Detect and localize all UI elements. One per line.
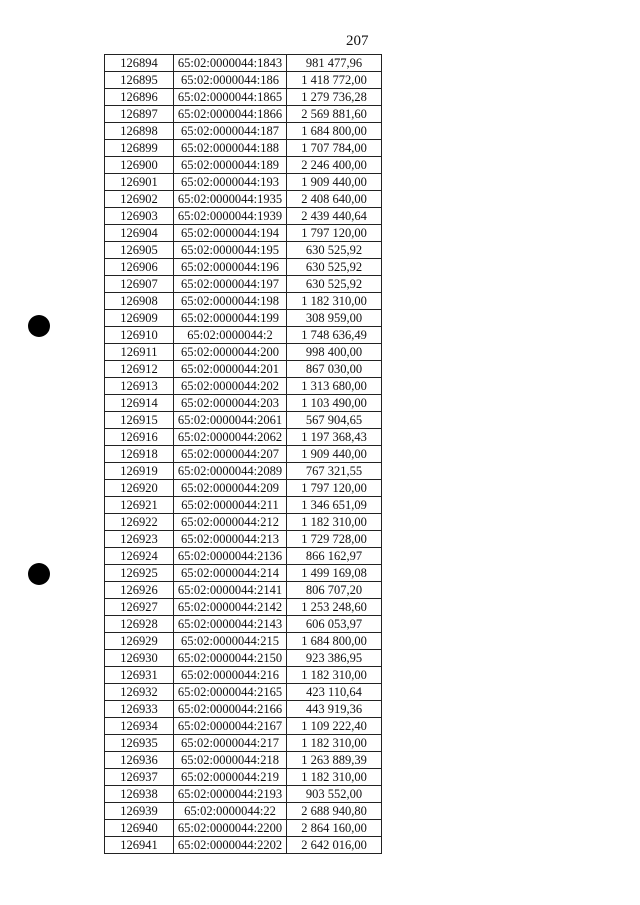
cadastral-number-cell: 65:02:0000044:195 <box>174 242 287 259</box>
table-row <box>105 616 382 633</box>
cadastral-number-cell: 65:02:0000044:187 <box>174 123 287 140</box>
cadastral-number-cell: 65:02:0000044:1939 <box>174 208 287 225</box>
cadastral-value-cell: 1 279 736,28 <box>287 89 382 106</box>
table-row <box>105 446 382 463</box>
table-row <box>105 140 382 157</box>
cadastral-value-cell: 1 263 889,39 <box>287 752 382 769</box>
row-number-cell: 126926 <box>105 582 174 599</box>
table-row <box>105 684 382 701</box>
cadastral-number-cell: 65:02:0000044:2061 <box>174 412 287 429</box>
cadastral-number-cell: 65:02:0000044:1866 <box>174 106 287 123</box>
cadastral-value-cell: 867 030,00 <box>287 361 382 378</box>
cadastral-value-cell: 1 684 800,00 <box>287 123 382 140</box>
row-number-cell: 126931 <box>105 667 174 684</box>
table-row <box>105 55 382 72</box>
row-number-cell: 126898 <box>105 123 174 140</box>
row-number-cell: 126940 <box>105 820 174 837</box>
row-number-cell: 126929 <box>105 633 174 650</box>
cadastral-value-cell: 1 197 368,43 <box>287 429 382 446</box>
row-number-cell: 126936 <box>105 752 174 769</box>
table-row <box>105 157 382 174</box>
cadastral-number-cell: 65:02:0000044:203 <box>174 395 287 412</box>
table-row <box>105 497 382 514</box>
cadastral-number-cell: 65:02:0000044:213 <box>174 531 287 548</box>
table-row <box>105 429 382 446</box>
row-number-cell: 126907 <box>105 276 174 293</box>
table-body <box>105 55 382 854</box>
cadastral-value-cell: 1 909 440,00 <box>287 174 382 191</box>
table-row <box>105 650 382 667</box>
cadastral-number-cell: 65:02:0000044:211 <box>174 497 287 514</box>
cadastral-value-cell: 1 182 310,00 <box>287 735 382 752</box>
table-row <box>105 548 382 565</box>
row-number-cell: 126916 <box>105 429 174 446</box>
row-number-cell: 126903 <box>105 208 174 225</box>
cadastral-number-cell: 65:02:0000044:209 <box>174 480 287 497</box>
cadastral-value-cell: 1 418 772,00 <box>287 72 382 89</box>
cadastral-value-cell: 1 346 651,09 <box>287 497 382 514</box>
cadastral-value-cell: 2 439 440,64 <box>287 208 382 225</box>
cadastral-number-cell: 65:02:0000044:199 <box>174 310 287 327</box>
cadastral-value-cell: 630 525,92 <box>287 242 382 259</box>
table-row <box>105 327 382 344</box>
cadastral-number-cell: 65:02:0000044:217 <box>174 735 287 752</box>
cadastral-value-cell: 2 688 940,80 <box>287 803 382 820</box>
row-number-cell: 126928 <box>105 616 174 633</box>
cadastral-number-cell: 65:02:0000044:2 <box>174 327 287 344</box>
cadastral-value-cell: 1 748 636,49 <box>287 327 382 344</box>
punch-hole-mark <box>28 315 50 337</box>
cadastral-number-cell: 65:02:0000044:2166 <box>174 701 287 718</box>
table-row <box>105 837 382 854</box>
row-number-cell: 126913 <box>105 378 174 395</box>
row-number-cell: 126915 <box>105 412 174 429</box>
cadastral-value-cell: 1 182 310,00 <box>287 293 382 310</box>
cadastral-number-cell: 65:02:0000044:202 <box>174 378 287 395</box>
cadastral-number-cell: 65:02:0000044:216 <box>174 667 287 684</box>
cadastral-value-cell: 1 313 680,00 <box>287 378 382 395</box>
table-row <box>105 361 382 378</box>
cadastral-number-cell: 65:02:0000044:212 <box>174 514 287 531</box>
cadastral-value-cell: 1 253 248,60 <box>287 599 382 616</box>
cadastral-number-cell: 65:02:0000044:215 <box>174 633 287 650</box>
table-row <box>105 633 382 650</box>
row-number-cell: 126925 <box>105 565 174 582</box>
cadastral-number-cell: 65:02:0000044:186 <box>174 72 287 89</box>
cadastral-value-cell: 1 707 784,00 <box>287 140 382 157</box>
cadastral-number-cell: 65:02:0000044:2165 <box>174 684 287 701</box>
cadastral-number-cell: 65:02:0000044:1843 <box>174 55 287 72</box>
cadastral-value-cell: 2 864 160,00 <box>287 820 382 837</box>
row-number-cell: 126911 <box>105 344 174 361</box>
cadastral-number-cell: 65:02:0000044:2136 <box>174 548 287 565</box>
row-number-cell: 126901 <box>105 174 174 191</box>
table-row <box>105 259 382 276</box>
table-row <box>105 123 382 140</box>
cadastral-number-cell: 65:02:0000044:2200 <box>174 820 287 837</box>
row-number-cell: 126939 <box>105 803 174 820</box>
cadastral-number-cell: 65:02:0000044:207 <box>174 446 287 463</box>
row-number-cell: 126897 <box>105 106 174 123</box>
row-number-cell: 126921 <box>105 497 174 514</box>
cadastral-value-cell: 2 246 400,00 <box>287 157 382 174</box>
cadastral-value-cell: 903 552,00 <box>287 786 382 803</box>
cadastral-value-cell: 866 162,97 <box>287 548 382 565</box>
table-row <box>105 514 382 531</box>
table-row <box>105 412 382 429</box>
table-row <box>105 344 382 361</box>
table-row <box>105 565 382 582</box>
row-number-cell: 126904 <box>105 225 174 242</box>
table-row <box>105 786 382 803</box>
row-number-cell: 126918 <box>105 446 174 463</box>
table-row <box>105 531 382 548</box>
cadastral-value-cell: 1 182 310,00 <box>287 667 382 684</box>
cadastral-number-cell: 65:02:0000044:2062 <box>174 429 287 446</box>
cadastral-value-cell: 1 182 310,00 <box>287 514 382 531</box>
cadastral-number-cell: 65:02:0000044:188 <box>174 140 287 157</box>
table-row <box>105 276 382 293</box>
row-number-cell: 126905 <box>105 242 174 259</box>
cadastral-number-cell: 65:02:0000044:2193 <box>174 786 287 803</box>
cadastral-value-cell: 1 909 440,00 <box>287 446 382 463</box>
cadastral-value-cell: 630 525,92 <box>287 259 382 276</box>
cadastral-number-cell: 65:02:0000044:2167 <box>174 718 287 735</box>
cadastral-value-cell: 1 729 728,00 <box>287 531 382 548</box>
cadastral-value-cell: 806 707,20 <box>287 582 382 599</box>
cadastral-value-cell: 443 919,36 <box>287 701 382 718</box>
row-number-cell: 126938 <box>105 786 174 803</box>
row-number-cell: 126941 <box>105 837 174 854</box>
cadastral-value-cell: 1 109 222,40 <box>287 718 382 735</box>
cadastral-value-cell: 1 797 120,00 <box>287 225 382 242</box>
table-row <box>105 208 382 225</box>
cadastral-number-cell: 65:02:0000044:219 <box>174 769 287 786</box>
table-row <box>105 225 382 242</box>
row-number-cell: 126910 <box>105 327 174 344</box>
cadastral-number-cell: 65:02:0000044:194 <box>174 225 287 242</box>
cadastral-number-cell: 65:02:0000044:201 <box>174 361 287 378</box>
table-row <box>105 310 382 327</box>
table-row <box>105 174 382 191</box>
table-row <box>105 667 382 684</box>
cadastral-number-cell: 65:02:0000044:214 <box>174 565 287 582</box>
table-row <box>105 701 382 718</box>
cadastral-value-cell: 1 182 310,00 <box>287 769 382 786</box>
row-number-cell: 126919 <box>105 463 174 480</box>
cadastral-number-cell: 65:02:0000044:218 <box>174 752 287 769</box>
table-row <box>105 191 382 208</box>
row-number-cell: 126927 <box>105 599 174 616</box>
row-number-cell: 126930 <box>105 650 174 667</box>
cadastral-value-cell: 767 321,55 <box>287 463 382 480</box>
cadastral-number-cell: 65:02:0000044:197 <box>174 276 287 293</box>
row-number-cell: 126922 <box>105 514 174 531</box>
cadastral-value-cell: 1 797 120,00 <box>287 480 382 497</box>
table-row <box>105 89 382 106</box>
page-number: 207 <box>346 33 369 49</box>
table-row <box>105 735 382 752</box>
cadastral-value-cell: 567 904,65 <box>287 412 382 429</box>
cadastral-number-cell: 65:02:0000044:198 <box>174 293 287 310</box>
table-row <box>105 582 382 599</box>
cadastral-number-cell: 65:02:0000044:1865 <box>174 89 287 106</box>
table-row <box>105 599 382 616</box>
table-row <box>105 752 382 769</box>
table-row <box>105 395 382 412</box>
cadastral-value-table <box>104 54 382 854</box>
cadastral-value-cell: 923 386,95 <box>287 650 382 667</box>
cadastral-value-cell: 2 569 881,60 <box>287 106 382 123</box>
cadastral-value-cell: 606 053,97 <box>287 616 382 633</box>
cadastral-number-cell: 65:02:0000044:22 <box>174 803 287 820</box>
table-row <box>105 718 382 735</box>
cadastral-number-cell: 65:02:0000044:189 <box>174 157 287 174</box>
table-row <box>105 769 382 786</box>
row-number-cell: 126933 <box>105 701 174 718</box>
cadastral-value-cell: 981 477,96 <box>287 55 382 72</box>
row-number-cell: 126908 <box>105 293 174 310</box>
cadastral-number-cell: 65:02:0000044:2141 <box>174 582 287 599</box>
cadastral-number-cell: 65:02:0000044:1935 <box>174 191 287 208</box>
cadastral-number-cell: 65:02:0000044:2150 <box>174 650 287 667</box>
cadastral-number-cell: 65:02:0000044:2202 <box>174 837 287 854</box>
row-number-cell: 126900 <box>105 157 174 174</box>
table-row <box>105 820 382 837</box>
row-number-cell: 126914 <box>105 395 174 412</box>
table-row <box>105 480 382 497</box>
row-number-cell: 126932 <box>105 684 174 701</box>
row-number-cell: 126902 <box>105 191 174 208</box>
table-row <box>105 803 382 820</box>
cadastral-value-cell: 1 684 800,00 <box>287 633 382 650</box>
table-row <box>105 378 382 395</box>
cadastral-value-cell: 630 525,92 <box>287 276 382 293</box>
row-number-cell: 126920 <box>105 480 174 497</box>
cadastral-value-cell: 308 959,00 <box>287 310 382 327</box>
punch-hole-mark <box>28 563 50 585</box>
row-number-cell: 126923 <box>105 531 174 548</box>
row-number-cell: 126909 <box>105 310 174 327</box>
row-number-cell: 126906 <box>105 259 174 276</box>
table-row <box>105 242 382 259</box>
cadastral-number-cell: 65:02:0000044:2089 <box>174 463 287 480</box>
row-number-cell: 126935 <box>105 735 174 752</box>
row-number-cell: 126896 <box>105 89 174 106</box>
row-number-cell: 126912 <box>105 361 174 378</box>
cadastral-value-cell: 1 103 490,00 <box>287 395 382 412</box>
table-row <box>105 72 382 89</box>
row-number-cell: 126937 <box>105 769 174 786</box>
cadastral-number-cell: 65:02:0000044:193 <box>174 174 287 191</box>
table-row <box>105 463 382 480</box>
cadastral-number-cell: 65:02:0000044:2143 <box>174 616 287 633</box>
cadastral-value-cell: 998 400,00 <box>287 344 382 361</box>
row-number-cell: 126894 <box>105 55 174 72</box>
cadastral-number-cell: 65:02:0000044:200 <box>174 344 287 361</box>
row-number-cell: 126934 <box>105 718 174 735</box>
table-row <box>105 106 382 123</box>
cadastral-value-cell: 2 408 640,00 <box>287 191 382 208</box>
cadastral-number-cell: 65:02:0000044:2142 <box>174 599 287 616</box>
cadastral-value-cell: 1 499 169,08 <box>287 565 382 582</box>
row-number-cell: 126899 <box>105 140 174 157</box>
cadastral-value-cell: 2 642 016,00 <box>287 837 382 854</box>
cadastral-number-cell: 65:02:0000044:196 <box>174 259 287 276</box>
row-number-cell: 126895 <box>105 72 174 89</box>
cadastral-value-cell: 423 110,64 <box>287 684 382 701</box>
table-row <box>105 293 382 310</box>
row-number-cell: 126924 <box>105 548 174 565</box>
